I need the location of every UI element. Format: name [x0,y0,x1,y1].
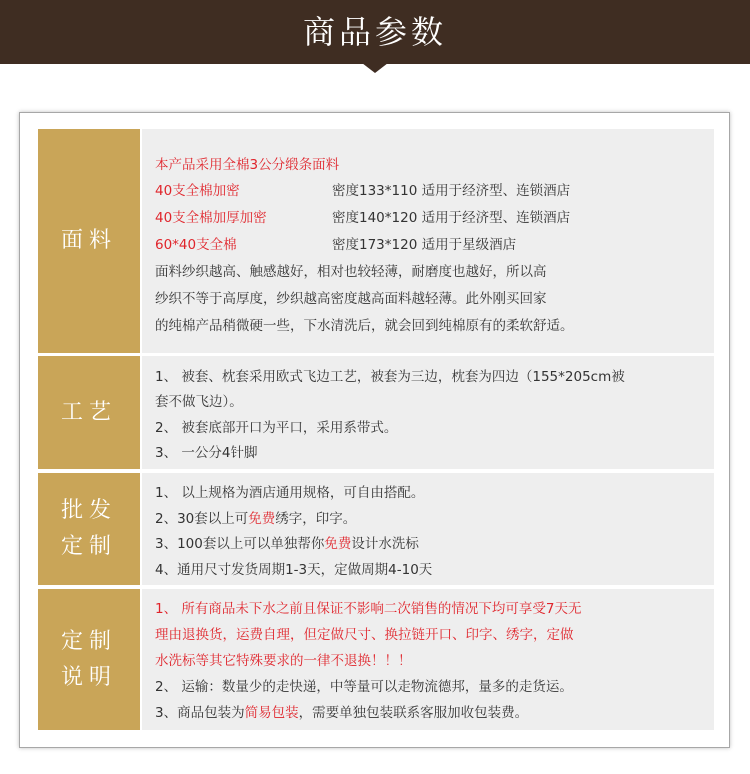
text: 3、100套以上可以单独帮你 [155,536,325,552]
text: ，需要单独包装联系客服加收包装费。 [298,705,529,721]
spec-name: 40支全棉加密 [155,183,240,199]
spec-desc: 密度140*120 适用于经济型、连锁酒店 [332,210,571,226]
fabric-spec-row [155,178,704,204]
spec-desc: 密度133*110 适用于经济型、连锁酒店 [332,183,571,199]
text: 绣字，印字。 [275,511,357,527]
wholesale-line [155,531,704,557]
label-line: 批发 [60,498,117,523]
label-line: 说明 [60,664,117,690]
section-craft [38,356,714,469]
label-craft [61,395,117,431]
page-title: 商品参数 [302,13,447,51]
custom-red-line: 水洗标等其它特殊要求的一律不退换！！！ [155,653,412,669]
fabric-spec-row [155,205,704,231]
label-char: 工 [60,399,89,425]
header-banner [0,0,750,64]
section-fabric [38,129,714,353]
craft-line: 2、 被套底部开口为平口，采用系带式。 [155,420,398,436]
fabric-note: 的纯棉产品稍微硬一些，下水清洗后，就会回到纯棉原有的柔软舒适。 [155,318,574,334]
section-label-fabric [38,129,140,353]
spec-name: 40支全棉加厚加密 [155,210,267,226]
fabric-intro: 本产品采用全棉3公分缎条面料 [155,157,340,173]
craft-line: 1、 被套、枕套采用欧式飞边工艺，被套为三边，枕套为四边（155*205cm被 [155,369,625,385]
custom-red-line: 理由退换货，运费自理，但定做尺寸、换拉链开口、印字、绣字，定做 [155,627,574,643]
label-line: 定制 [60,628,117,654]
section-content-custom [142,589,714,730]
custom-red-line: 1、 所有商品未下水之前且保证不影响二次销售的情况下均可享受7天无 [155,601,582,617]
craft-line: 套不做飞边）。 [155,394,243,410]
fabric-spec-row [155,232,704,258]
label-char: 艺 [89,399,118,425]
section-label-craft [38,356,140,469]
label-char: 面 [60,228,89,253]
section-custom [38,589,714,730]
label-line: 定制 [60,534,117,559]
highlight-text: 免费 [248,511,276,527]
spec-desc: 密度173*120 适用于星级酒店 [332,237,517,253]
spec-name: 60*40支全棉 [155,237,237,253]
section-content-fabric [142,129,714,353]
section-label-custom [38,589,140,730]
header-notch [362,63,388,73]
section-wholesale [38,473,714,585]
custom-line [155,700,704,726]
text: 3、商品包装为 [155,705,245,721]
section-content-craft [142,356,714,469]
craft-line: 3、 一公分4针脚 [155,445,258,461]
fabric-note: 纱织不等于高厚度，纱织越高密度越高面料越轻薄。此外刚买回家 [155,291,547,307]
text: 设计水洗标 [351,536,419,552]
section-label-wholesale [38,473,140,585]
wholesale-line: 1、 以上规格为酒店通用规格，可自由搭配。 [155,485,425,501]
wholesale-line [155,506,704,532]
fabric-note: 面料纱织越高、触感越好，相对也较轻薄，耐磨度也越好，所以高 [155,264,547,280]
label-fabric [61,223,117,259]
highlight-text: 简易包装 [244,705,299,721]
custom-line: 2、 运输：数量少的走快递，中等量可以走物流德邦，量多的走货运。 [155,679,573,695]
section-content-wholesale [142,473,714,585]
text: 2、30套以上可 [155,511,249,527]
label-char: 料 [89,228,118,253]
wholesale-line: 4、通用尺寸发货周期1-3天，定做周期4-10天 [155,562,433,578]
highlight-text: 免费 [324,536,352,552]
